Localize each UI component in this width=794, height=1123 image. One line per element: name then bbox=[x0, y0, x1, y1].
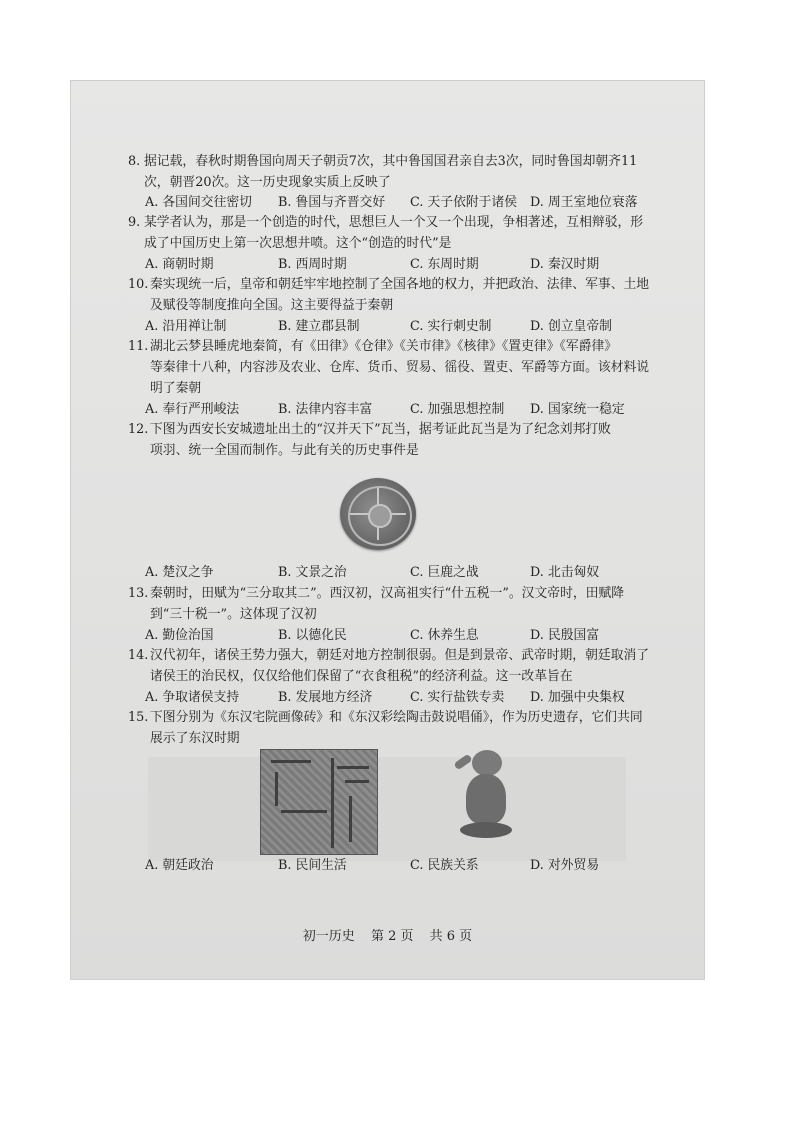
option-c[interactable]: C. 民族关系 bbox=[410, 858, 479, 873]
figurine-arm bbox=[453, 754, 472, 771]
footer-page: 第 2 页 bbox=[370, 929, 414, 944]
option-c[interactable]: C. 实行刺史制 bbox=[410, 319, 492, 334]
option-b[interactable]: B. 西周时期 bbox=[278, 257, 347, 272]
question-number: 14. bbox=[128, 648, 149, 663]
option-b[interactable]: B. 以德化民 bbox=[278, 628, 347, 643]
question-line: 明了秦朝 bbox=[150, 381, 202, 396]
option-b[interactable]: B. 法律内容丰富 bbox=[278, 402, 373, 417]
question-number: 8. bbox=[128, 154, 141, 169]
question-line: 秦朝时，田赋为“三分取其二”。西汉初，汉高祖实行“什五税一”。汉文帝时，田赋降 bbox=[150, 586, 625, 601]
option-a[interactable]: A. 沿用禅让制 bbox=[145, 319, 227, 334]
option-b[interactable]: B. 鲁国与齐晋交好 bbox=[278, 195, 386, 210]
pottery-figurine-image bbox=[450, 744, 520, 846]
option-d[interactable]: D. 创立皇帝制 bbox=[530, 319, 612, 334]
option-b[interactable]: B. 民间生活 bbox=[278, 858, 347, 873]
question-line: 据记载，春秋时期鲁国向周天子朝贡7次，其中鲁国国君亲自去3次，同时鲁国却朝齐11 bbox=[144, 154, 638, 169]
question-line: 项羽、统一全国而制作。与此有关的历史事件是 bbox=[150, 443, 419, 458]
question-area bbox=[70, 80, 705, 980]
question-number: 11. bbox=[128, 339, 149, 354]
relief-line bbox=[331, 758, 334, 848]
figurine-base bbox=[460, 822, 512, 838]
option-d[interactable]: D. 国家统一稳定 bbox=[530, 402, 625, 417]
option-b[interactable]: B. 建立郡县制 bbox=[278, 319, 360, 334]
question-number: 15. bbox=[128, 710, 149, 725]
option-c[interactable]: C. 巨鹿之战 bbox=[410, 565, 479, 580]
exam-sheet bbox=[70, 80, 705, 980]
footer-subject: 初一历史 bbox=[302, 929, 355, 944]
option-a[interactable]: A. 商朝时期 bbox=[145, 257, 214, 272]
question-line: 到“三十税一”。这体现了汉初 bbox=[150, 607, 317, 622]
question-line: 及赋役等制度推向全国。这主要得益于秦朝 bbox=[150, 298, 394, 313]
option-d[interactable]: D. 秦汉时期 bbox=[530, 257, 600, 272]
relief-line bbox=[271, 760, 311, 763]
option-b[interactable]: B. 发展地方经济 bbox=[278, 690, 373, 705]
question-line: 次，朝晋20次。这一历史现象实质上反映了 bbox=[144, 175, 391, 190]
relief-line bbox=[275, 772, 278, 806]
question-line: 成了中国历史上第一次思想井喷。这个“创造的时代”是 bbox=[144, 236, 452, 251]
option-c[interactable]: C. 东周时期 bbox=[410, 257, 479, 272]
option-d[interactable]: D. 民殷国富 bbox=[530, 628, 600, 643]
question-number: 10. bbox=[128, 277, 149, 292]
question-line: 湖北云梦县睡虎地秦简，有《田律》《仓律》《关市律》《核律》《置吏律》《军爵律》 bbox=[150, 339, 618, 354]
question-line: 展示了东汉时期 bbox=[150, 731, 240, 746]
option-a[interactable]: A. 楚汉之争 bbox=[145, 565, 214, 580]
brick-relief-image bbox=[260, 749, 378, 855]
option-a[interactable]: A. 各国间交往密切 bbox=[145, 195, 252, 210]
option-d[interactable]: D. 周王室地位衰落 bbox=[530, 195, 638, 210]
footer-total: 共 6 页 bbox=[429, 929, 473, 944]
question-number: 12. bbox=[128, 422, 149, 437]
option-d[interactable]: D. 加强中央集权 bbox=[530, 690, 625, 705]
option-c[interactable]: C. 休养生息 bbox=[410, 628, 479, 643]
question-line: 下图为西安长安城遗址出土的“汉并天下”瓦当，据考证此瓦当是为了纪念刘邦打败 bbox=[150, 422, 611, 437]
option-d[interactable]: D. 对外贸易 bbox=[530, 858, 600, 873]
question-number: 9. bbox=[128, 215, 141, 230]
tile-end-image bbox=[340, 478, 416, 550]
option-c[interactable]: C. 加强思想控制 bbox=[410, 402, 505, 417]
relief-line bbox=[349, 796, 352, 842]
tile-center bbox=[368, 504, 392, 528]
option-a[interactable]: A. 勤俭治国 bbox=[145, 628, 214, 643]
question-line: 诸侯王的治民权，仅仅给他们保留了“衣食租税”的经济利益。这一改革旨在 bbox=[150, 669, 573, 684]
option-c[interactable]: C. 实行盐铁专卖 bbox=[410, 690, 505, 705]
question-line: 秦实现统一后，皇帝和朝廷牢牢地控制了全国各地的权力，并把政治、法律、军事、土地 bbox=[150, 277, 650, 292]
question-line: 某学者认为，那是一个创造的时代，思想巨人一个又一个出现，争相著述，互相辩驳，形 bbox=[144, 215, 644, 230]
question-line: 汉代初年，诸侯王势力强大，朝廷对地方控制很弱。但是到景帝、武帝时期，朝廷取消了 bbox=[150, 648, 650, 663]
option-a[interactable]: A. 奉行严刑峻法 bbox=[145, 402, 240, 417]
option-a[interactable]: A. 朝廷政治 bbox=[145, 858, 214, 873]
figurine-head bbox=[472, 750, 502, 776]
question-line: 下图分别为《东汉宅院画像砖》和《东汉彩绘陶击鼓说唱俑》，作为历史遗存，它们共同 bbox=[150, 710, 643, 725]
option-b[interactable]: B. 文景之治 bbox=[278, 565, 347, 580]
question-number: 13. bbox=[128, 586, 149, 601]
artifact-picture-strip bbox=[148, 757, 626, 861]
relief-line bbox=[281, 810, 327, 813]
option-c[interactable]: C. 天子依附于诸侯 bbox=[410, 195, 518, 210]
page-footer bbox=[70, 927, 705, 948]
question-line: 等秦律十八种，内容涉及农业、仓库、货币、贸易、徭役、置吏、军爵等方面。该材料说 bbox=[150, 360, 650, 375]
figurine-body bbox=[466, 774, 506, 824]
relief-line bbox=[345, 780, 369, 783]
option-d[interactable]: D. 北击匈奴 bbox=[530, 565, 600, 580]
relief-line bbox=[337, 766, 369, 769]
option-a[interactable]: A. 争取诸侯支持 bbox=[145, 690, 240, 705]
